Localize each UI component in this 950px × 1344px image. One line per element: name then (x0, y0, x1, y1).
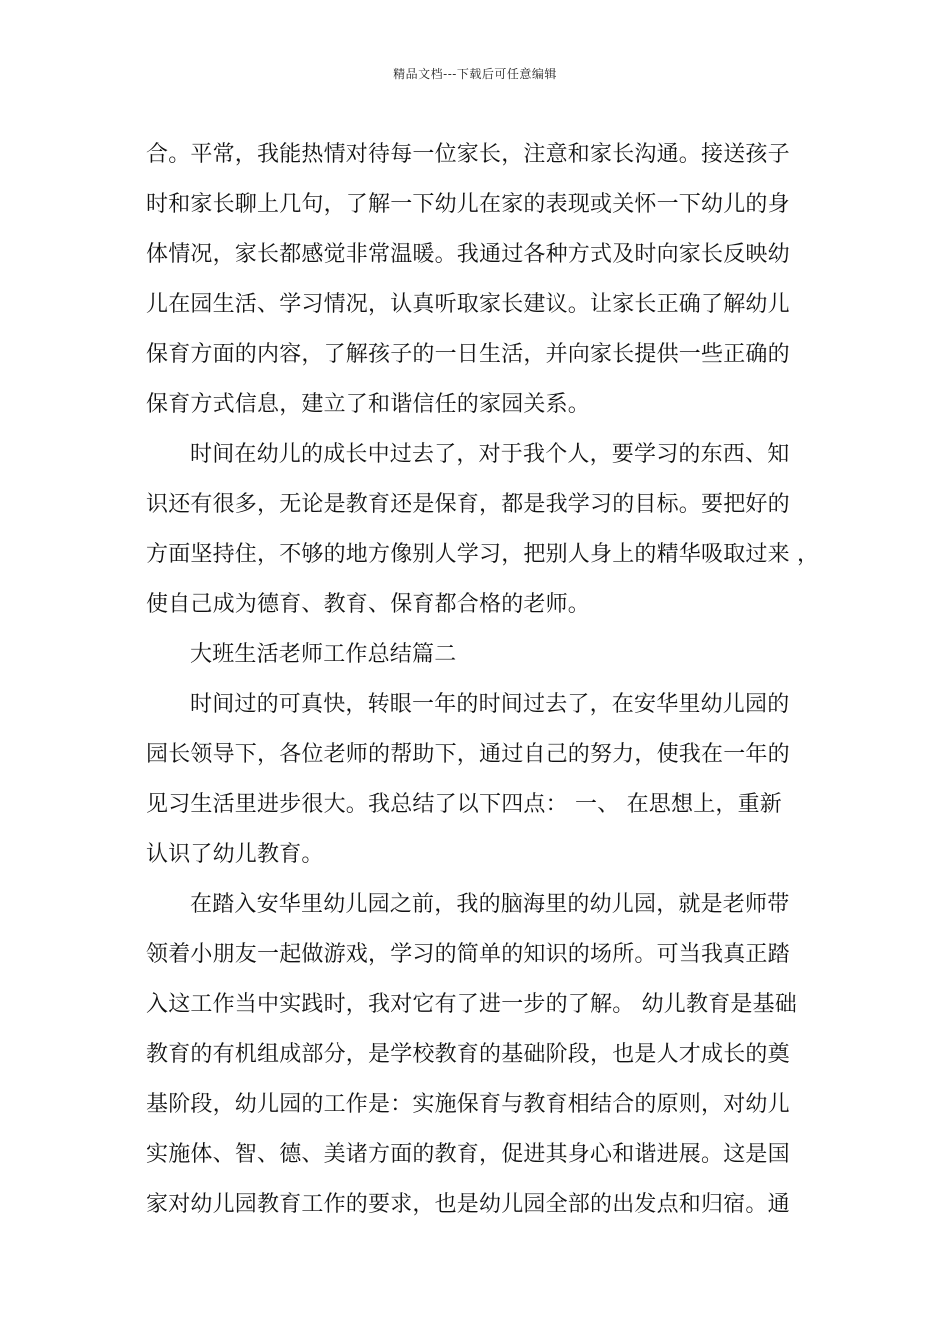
text-line-7: 时间在幼儿的成长中过去了，对于我个人，要学习的东西、知 (190, 442, 790, 467)
text-line-9: 方面坚持住，不够的地方像别人学习，把别人身上的精华吸取过来 ， (146, 542, 820, 567)
document-body (146, 130, 826, 1230)
text-line-2: 时和家长聊上几句，了解一下幼儿在家的表现或关怀一下幼儿的身 (146, 192, 790, 217)
text-line-15: 认识了幼儿教育。 (146, 842, 324, 867)
text-line-14: 见习生活里进步很大。我总结了以下四点： 一、 在思想上，重新 (146, 792, 782, 817)
text-line-21: 实施体、智、德、美诸方面的教育，促进其身心和谐进展。这是国 (146, 1142, 790, 1167)
page-header: 精品文档---下载后可任意编辑 (393, 67, 557, 81)
text-line-10: 使自己成为德育、教育、保育都合格的老师。 (146, 592, 591, 617)
text-line-13: 园长领导下，各位老师的帮助下，通过自己的努力，使我在一年的 (146, 742, 790, 767)
text-line-6: 保育方式信息，建立了和谐信任的家园关系。 (146, 392, 591, 417)
text-line-8: 识还有很多，无论是教育还是保育，都是我学习的目标。要把好的 (146, 492, 790, 517)
text-line-19: 教育的有机组成部分，是学校教育的基础阶段，也是人才成长的奠 (146, 1042, 790, 1067)
text-line-4: 儿在园生活、学习情况，认真听取家长建议。让家长正确了解幼儿 (146, 292, 790, 317)
text-line-1: 合。平常，我能热情对待每一位家长，注意和家长沟通。接送孩子 (146, 142, 790, 167)
text-line-20: 基阶段，幼儿园的工作是：实施保育与教育相结合的原则，对幼儿 (146, 1092, 790, 1117)
section-heading: 大班生活老师工作总结篇二 (190, 642, 457, 667)
text-line-5: 保育方面的内容，了解孩子的一日生活，并向家长提供一些正确的 (146, 342, 790, 367)
text-line-22: 家对幼儿园教育工作的要求，也是幼儿园全部的出发点和归宿。通 (146, 1192, 790, 1217)
text-line-17: 领着小朋友一起做游戏，学习的简单的知识的场所。可当我真正踏 (146, 942, 790, 967)
text-line-12: 时间过的可真快，转眼一年的时间过去了，在安华里幼儿园的 (190, 692, 790, 717)
text-line-18: 入这工作当中实践时，我对它有了进一步的了解。 幼儿教育是基础 (146, 992, 797, 1017)
text-line-16: 在踏入安华里幼儿园之前，我的脑海里的幼儿园，就是老师带 (190, 892, 790, 917)
text-line-3: 体情况，家长都感觉非常温暖。我通过各种方式及时向家长反映幼 (146, 242, 790, 267)
